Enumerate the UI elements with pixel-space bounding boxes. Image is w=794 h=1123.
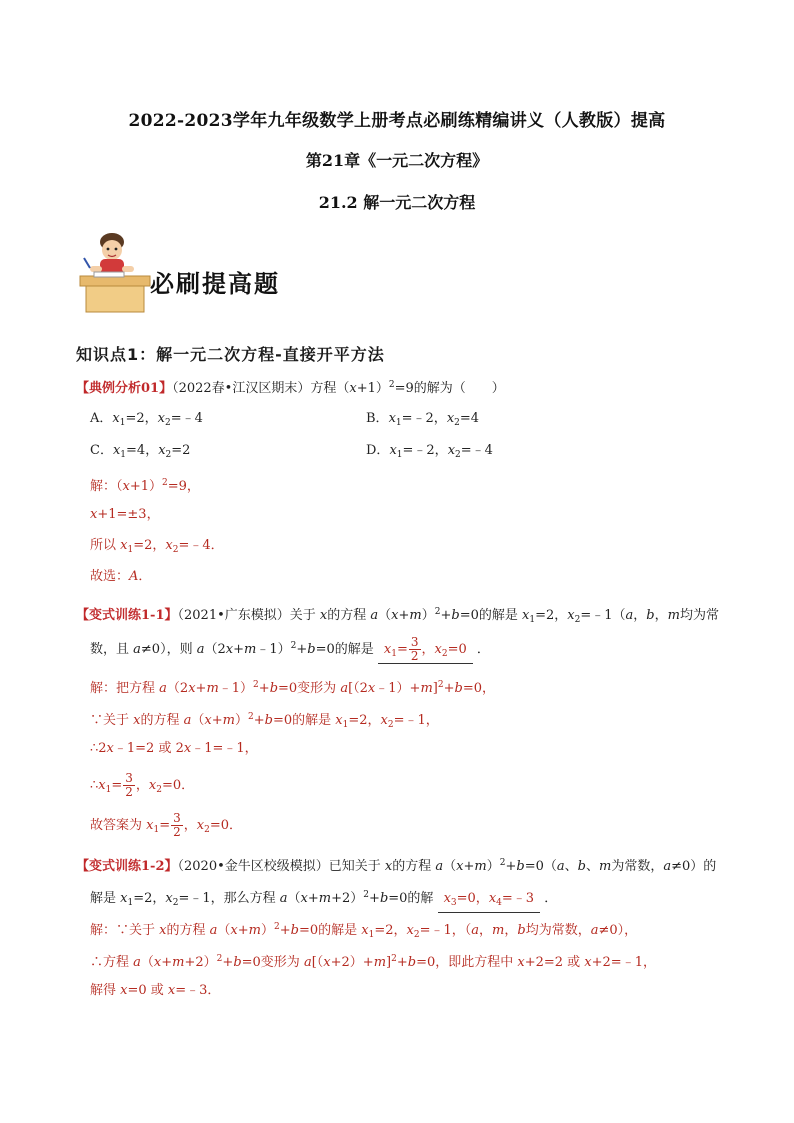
variant1-answer-blank: $x_1=$ $\frac{3}{2}$ ，$x_2=0$ (378, 636, 473, 664)
example1-question (76, 376, 505, 398)
chapter-title: 第21章《一元二次方程》 (305, 151, 489, 170)
variant1-solution-line: ∴2x﹣1=2 或 2x﹣1=﹣1， (90, 741, 258, 756)
example1-solution-line: 所以 $x_1=2$，$x_2=﹣4$． (90, 538, 224, 555)
variant1-solution-line: 故答案为 $x_1=$ $\frac{3}{2}$ ，$x_2=0$． (90, 811, 243, 839)
example1-solution-line: x+1=±3， (90, 507, 160, 522)
variant1-solution-line: 解：把方程 a（2x+m﹣1）$^2$+b=0变形为 a[（2x﹣1）+m]$^2$+b=0， (90, 680, 495, 696)
variant2-solution-line: ∴方程 $a(x+m+2)^2+b=0$变形为 $a[(x+2)+m]^2+b=0$，即此方程中 x+2=2 或 x+2=﹣1， (90, 954, 656, 970)
example1-label: 【典例分析01】 (76, 381, 173, 396)
option-c: C．$x_1=4$，$x_2=2$ (90, 443, 191, 460)
variant2-answer-blank: $x_3=0$，$x_4=﹣3$ (438, 890, 541, 913)
option-d: D．$x_1=﹣2$，$x_2=﹣4$ (366, 443, 493, 460)
doc-title: 2022-2023学年九年级数学上册考点必刷练精编讲义（人教版）提高 (128, 111, 666, 131)
banner-title: 必刷提高题 (150, 270, 280, 298)
variant1-question-line2: 数，且 a≠0），则 a（2x+m﹣1）$^2$+b=0的解是 $x_1=$ $\frac{3}{2}$ ，$x_2=0$ ． (90, 635, 490, 663)
example1-solution-line: 故选：A． (90, 569, 152, 584)
knowledge-point-heading: 知识点1：解一元二次方程-直接开平方法 (76, 345, 385, 364)
section-title: 21.2 解一元二次方程 (318, 193, 476, 212)
example1-solution-line: 解：$(x+1)^2=9$， (90, 478, 200, 494)
variant2-question-line1: 【变式训练1-2】（2020•金牛区校级模拟）已知关于 x的方程 $a(x+m)^2+b=0(a$、b、m为常数，a≠0）的 (76, 858, 717, 874)
example1-source: （2022春•江汉区期末）方程$(x+1)^2=9$的解为（ ） (172, 380, 505, 396)
variant2-question-line2: 解是 $x_1=2$，$x_2=﹣1$，那么方程 $a(x+m+2)^2+b=0$的解 $x_3=0$，$x_4=﹣3$ ． (90, 886, 557, 913)
variant1-question-line1: 【变式训练1-1】（2021•广东模拟）关于 x的方程 $a(x+m)^2+b=0$的解是 $x_1=2$，$x_2=﹣1(a$，b，m均为常 (76, 607, 719, 625)
variant1-solution-line: ∵关于 x的方程 $a(x+m)^2+b=0$的解是 $x_1=2$，$x_2=﹣1$， (90, 712, 439, 730)
variant2-label: 【变式训练1-2】 (76, 859, 178, 874)
variant2-solution-line: 解：∵关于 x的方程 $a(x+m)^2+b=0$的解是 $x_1=2$，$x_2=﹣1$，（a，m，b均为常数，a≠0）， (90, 922, 638, 940)
variant1-label: 【变式训练1-1】 (76, 608, 178, 623)
variant1-solution-line: $\therefore x_1=$ $\frac{3}{2}$ ，$x_2=0$． (90, 771, 195, 799)
option-a: A．$x_1=2$，$x_2=﹣4$ (90, 411, 203, 428)
variant2-solution-line: 解得 x=0 或 x=﹣3． (90, 983, 221, 998)
option-b: B．$x_1=﹣2$，$x_2=4$ (366, 411, 480, 428)
